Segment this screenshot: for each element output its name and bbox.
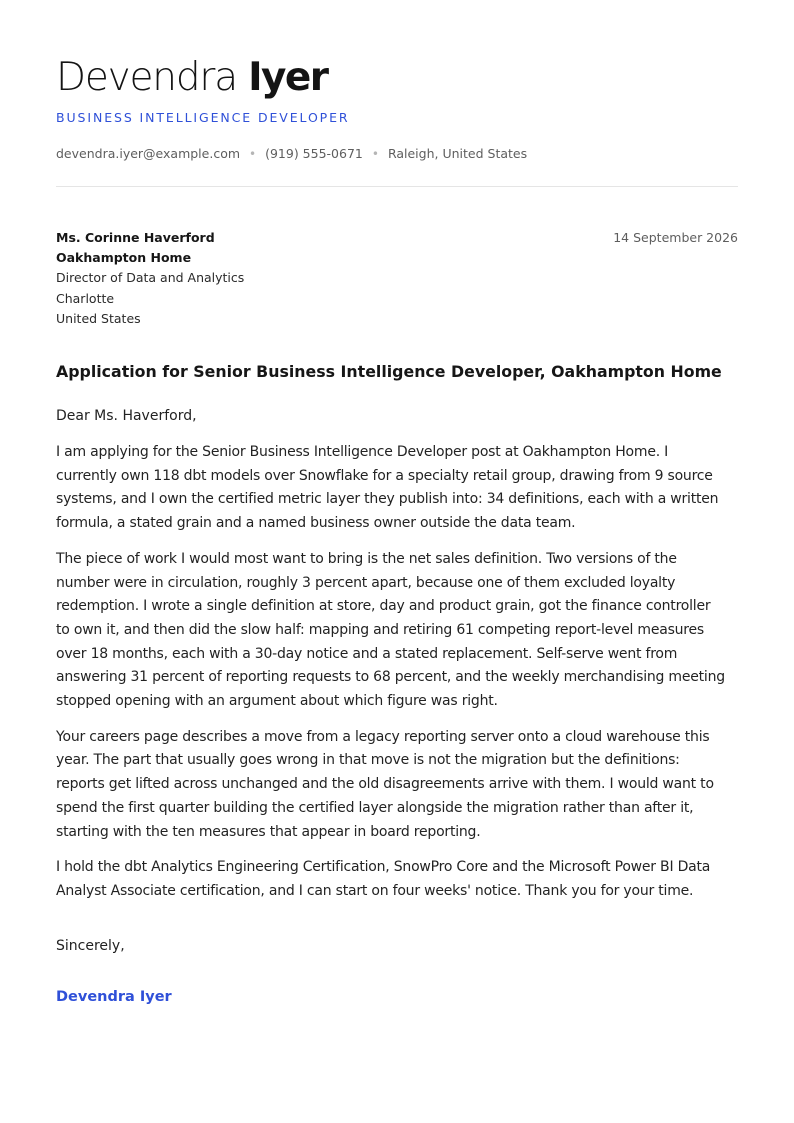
letter-body xyxy=(56,441,738,916)
applicant-name xyxy=(56,54,327,102)
closing: Sincerely, xyxy=(56,938,125,954)
recipient-role: Director of Data and Analytics xyxy=(56,270,245,286)
header-divider xyxy=(56,186,738,187)
body-paragraph xyxy=(56,441,738,536)
salutation: Dear Ms. Haverford, xyxy=(56,408,197,424)
body-paragraph xyxy=(56,726,738,845)
paragraph-line: I am applying for the Senior Business Intelligence Developer post at Oakhampton Home. I xyxy=(56,444,669,460)
paragraph-line: reports get lifted across unchanged and the old disagreements arrive with them. I would want to xyxy=(56,776,714,793)
contact-line xyxy=(56,146,527,162)
paragraph-line: formula, a stated grain and a named business owner outside the data team. xyxy=(56,515,576,532)
paragraph-line: The piece of work I would most want to bring is the net sales definition. Two versions of the xyxy=(56,550,677,567)
paragraph-line: starting with the ten measures that appear in board reporting. xyxy=(56,823,481,840)
last-name: Iyer xyxy=(248,55,328,100)
paragraph-line: year. The part that usually goes wrong in that move is not the migration but the definitions: xyxy=(56,752,680,769)
paragraph-line: redemption. I wrote a single definition at store, day and product grain, got the finance controller xyxy=(56,598,711,615)
paragraph-line: number were in circulation, roughly 3 percent apart, because one of them excluded loyalty xyxy=(56,574,676,591)
email-link[interactable]: devendra.iyer@example.com xyxy=(56,146,241,161)
body-paragraph xyxy=(56,856,738,903)
job-title: BUSINESS INTELLIGENCE DEVELOPER xyxy=(56,110,350,125)
recipient-company: Oakhampton Home xyxy=(56,250,192,266)
first-name: Devendra xyxy=(56,55,237,100)
paragraph-line: answering 31 percent of reporting requests to 68 percent, and the weekly merchandising meeting xyxy=(56,669,725,686)
recipient-block xyxy=(56,228,244,329)
paragraph-line: Analyst Associate certification, and I can start on four weeks' notice. Thank you for your time. xyxy=(56,882,694,899)
paragraph-line: spend the first quarter building the certified layer alongside the migration rather than after it, xyxy=(56,799,694,816)
separator-dot: • xyxy=(249,147,257,161)
separator-dot: • xyxy=(371,147,379,161)
subject-line: Application for Senior Business Intelligence Developer, Oakhampton Home xyxy=(56,362,722,381)
letter-date: 14 September 2026 xyxy=(613,230,738,245)
paragraph-line: over 18 months, each with a 30-day notice and a stated replacement. Self-serve went from xyxy=(56,645,678,662)
paragraph-line: stopped opening with an argument about which figure was right. xyxy=(56,693,498,710)
paragraph-line: currently own 118 dbt models over Snowflake for a specialty retail group, drawing from 9 source xyxy=(56,467,713,484)
phone-number: (919) 555-0671 xyxy=(265,146,363,161)
recipient-country: United States xyxy=(56,310,141,326)
paragraph-line: to own it, and then did the slow half: mapping and retiring 61 competing report-level measures xyxy=(56,621,704,638)
recipient-name: Ms. Corinne Haverford xyxy=(56,230,215,245)
body-paragraph xyxy=(56,548,738,714)
paragraph-line: I hold the dbt Analytics Engineering Certification, SnowPro Core and the Microsoft Power BI Data xyxy=(56,859,711,876)
recipient-city: Charlotte xyxy=(56,290,115,306)
paragraph-line: Your careers page describes a move from a legacy reporting server onto a cloud warehouse this xyxy=(56,728,710,745)
signature: Devendra Iyer xyxy=(56,989,172,1005)
location: Raleigh, United States xyxy=(387,146,528,161)
paragraph-line: systems, and I own the certified metric layer they publish into: 34 definitions, each with a written xyxy=(56,491,719,508)
